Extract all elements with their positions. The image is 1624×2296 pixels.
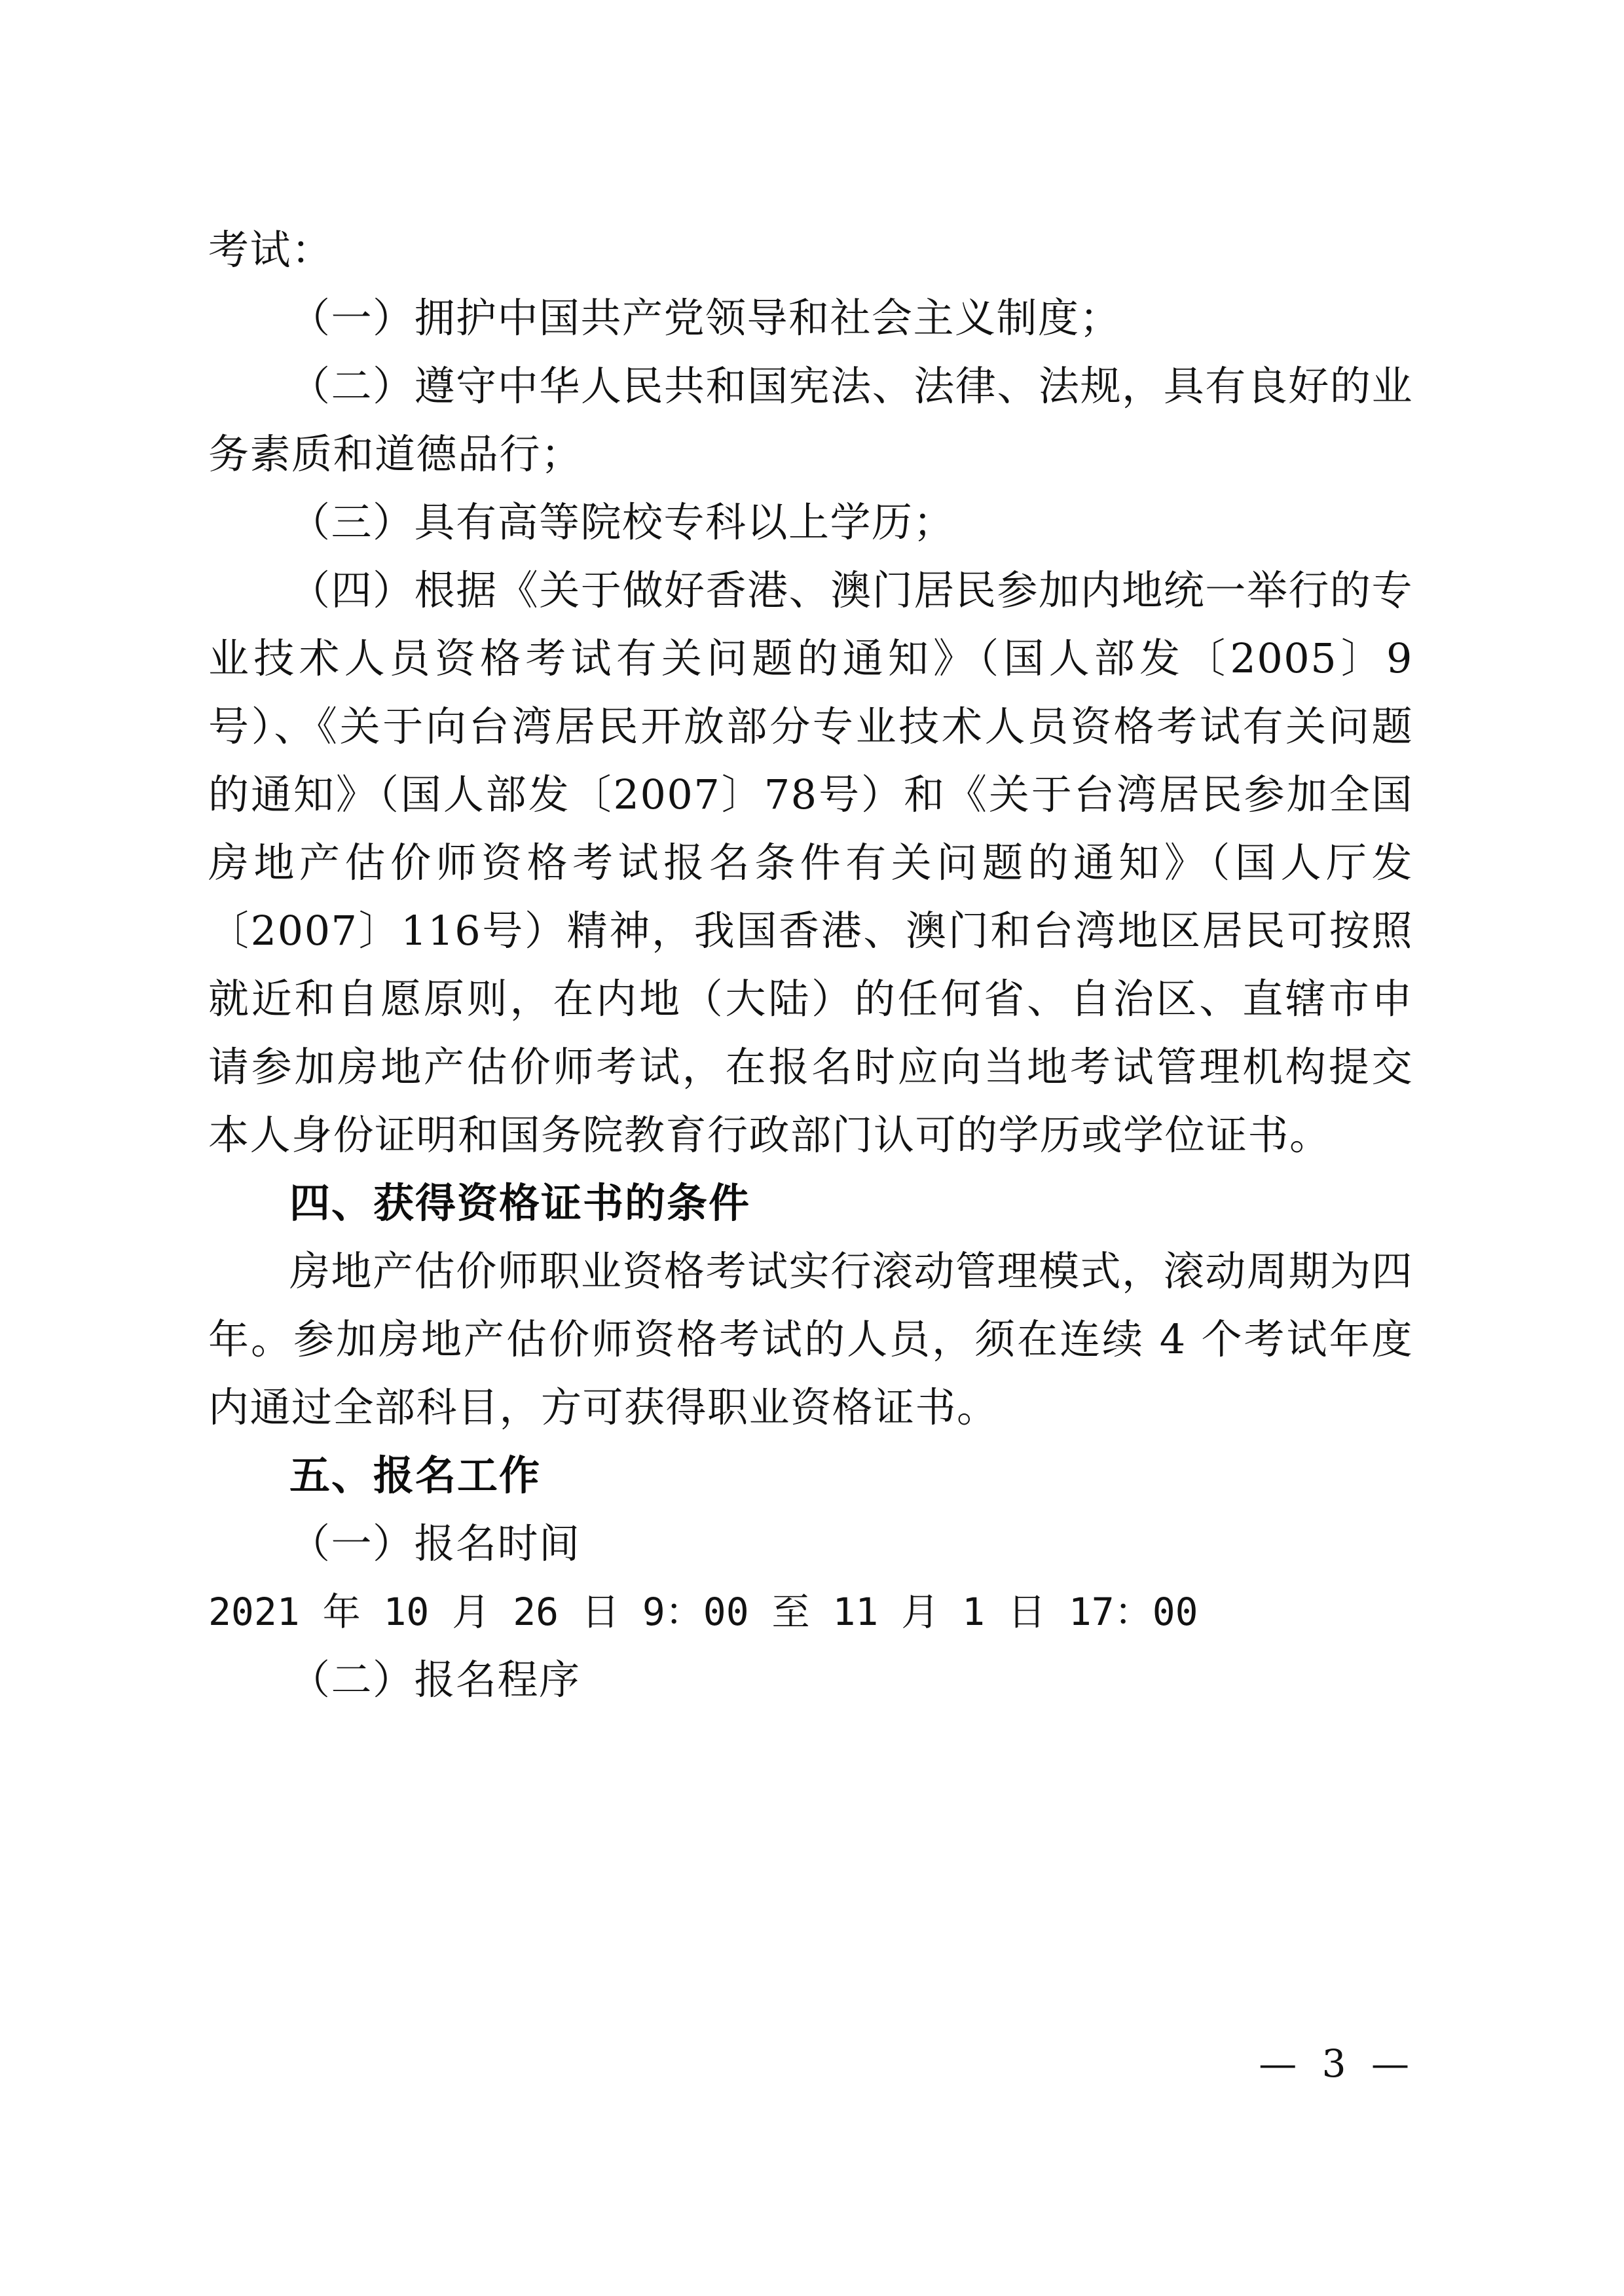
section-heading-four: 四、获得资格证书的条件 <box>289 1179 751 1227</box>
section-heading-five: 五、报名工作 <box>289 1451 542 1499</box>
document-body <box>208 216 1413 1714</box>
paragraph-condition-two: （二）遵守中华人民共和国宪法、法律、法规，具有良好的业务素质和道德品行； <box>208 362 1413 478</box>
paragraph-section-four-body: 房地产估价师职业资格考试实行滚动管理模式，滚动周期为四年。参加房地产估价师资格考试的人员，须在连续 4 个考试年度内通过全部科目，方可获得职业资格证书。 <box>208 1247 1413 1431</box>
page-number: — 3 — <box>1259 2041 1416 2086</box>
paragraph-registration-time-value: 2021 年 10 月 26 日 9：00 至 11 月 1 日 17：00 <box>208 1590 1198 1634</box>
paragraph-condition-one: （一）拥护中国共产党领导和社会主义制度； <box>289 294 1122 342</box>
paragraph-condition-four: （四）根据《关于做好香港、澳门居民参加内地统一举行的专业技术人员资格考试有关问题的通知》（国人部发〔2005〕9号）、《关于向台湾居民开放部分专业技术人员资格考试有关问题的通知》（国人部发〔2007〕78号）和《关于台湾居民参加全国房地产估价师资格考试报名条件有关问题的通知》（国人厅发〔2007〕116号）精神，我国香港、澳门和台湾地区居民可按照就近和自愿原则，在内地（大陆）的任何省、自治区、直辖市申请参加房地产估价师考试，在报名时应向当地考试管理机构提交本人身份证明和国务院教育行政部门认可的学历或学位证书。 <box>208 566 1413 1159</box>
paragraph-condition-three: （三）具有高等院校专科以上学历； <box>289 498 955 546</box>
paragraph-registration-time-label: （一）报名时间 <box>289 1520 581 1567</box>
paragraph-registration-procedure-label: （二）报名程序 <box>289 1656 581 1704</box>
paragraph-lead: 考试： <box>208 226 333 274</box>
